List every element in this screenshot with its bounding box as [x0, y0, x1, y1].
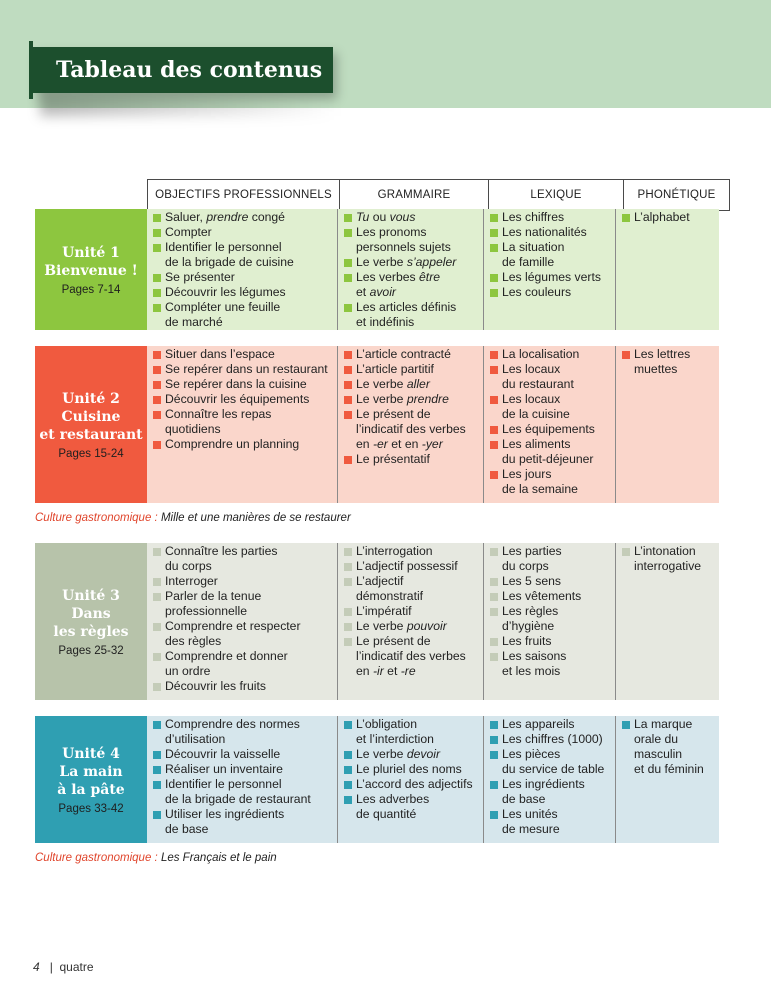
- list-item-continuation: orale du: [634, 732, 679, 746]
- grammaire-list: [337, 209, 483, 330]
- list-item-continuation: démonstratif: [356, 589, 424, 603]
- list-item-continuation: et indéfinis: [356, 315, 415, 329]
- list-item: Les fruits: [490, 634, 611, 649]
- unit-label: [35, 716, 147, 843]
- list-item: Les ingrédients: [490, 777, 611, 792]
- list-item-continuation: du service de table: [502, 762, 605, 776]
- list-item-continuation: du corps: [165, 559, 212, 573]
- list-item: Les appareils: [490, 717, 611, 732]
- objectifs-list: [147, 209, 337, 330]
- footer-separator: |: [49, 960, 53, 974]
- list-item: Comprendre et respecter: [153, 619, 333, 634]
- list-item: Les pronoms: [344, 225, 479, 240]
- page-footer: [33, 960, 94, 974]
- list-item: L’obligation: [344, 717, 479, 732]
- list-item-continuation: de la semaine: [502, 482, 578, 496]
- unit-title-line: Unité 4: [62, 745, 120, 762]
- unit-pages: Pages 33-42: [58, 802, 124, 815]
- lexique-list: [483, 543, 615, 700]
- list-item: Interroger: [153, 574, 333, 589]
- page-title: Tableau des contenus: [33, 47, 333, 93]
- unit-row-1: [35, 209, 719, 330]
- grammaire-list: [337, 543, 483, 700]
- list-item: Se repérer dans un restaurant: [153, 362, 333, 377]
- list-item: Les vêtements: [490, 589, 611, 604]
- list-item-continuation: l’indicatif des verbes: [356, 422, 466, 436]
- list-item: Réaliser un inventaire: [153, 762, 333, 777]
- list-item-continuation: masculin: [634, 747, 683, 761]
- list-item: Les parties: [490, 544, 611, 559]
- unit-label: [35, 209, 147, 330]
- phonetique-list: [615, 209, 719, 330]
- lexique-list: [483, 716, 615, 843]
- title-shadow: [40, 96, 340, 116]
- list-item: Compter: [153, 225, 333, 240]
- list-item: Le présent de: [344, 634, 479, 649]
- list-item: Découvrir les équipements: [153, 392, 333, 407]
- unit-label: [35, 543, 147, 700]
- grammaire-list: [337, 716, 483, 843]
- list-item-continuation: de la brigade de cuisine: [165, 255, 294, 269]
- list-item: Identifier le personnel: [153, 777, 333, 792]
- list-item-continuation: du restaurant: [502, 377, 574, 391]
- lexique-list: [483, 209, 615, 330]
- list-item-continuation: de base: [165, 822, 209, 836]
- list-item-continuation: et du féminin: [634, 762, 704, 776]
- unit-pages: Pages 7-14: [61, 283, 121, 296]
- unit-title-line: les règles: [53, 623, 129, 640]
- list-item: Le verbe aller: [344, 377, 479, 392]
- grammaire-list: [337, 346, 483, 503]
- unit-pages: Pages 15-24: [58, 447, 124, 460]
- list-item: Découvrir les fruits: [153, 679, 333, 694]
- list-item: L’alphabet: [622, 210, 715, 225]
- list-item: Les locaux: [490, 392, 611, 407]
- list-item-continuation: d’hygiène: [502, 619, 555, 633]
- list-item: Les chiffres: [490, 210, 611, 225]
- list-item: Comprendre et donner: [153, 649, 333, 664]
- list-item-continuation: professionnelle: [165, 604, 247, 618]
- unit-pages: Pages 25-32: [58, 644, 124, 657]
- list-item: Les règles: [490, 604, 611, 619]
- header-objectifs: OBJECTIFS PROFESSIONNELS: [148, 180, 340, 211]
- list-item: Parler de la tenue: [153, 589, 333, 604]
- list-item: Les couleurs: [490, 285, 611, 300]
- unit-row-2: [35, 346, 719, 503]
- list-item: Les chiffres (1000): [490, 732, 611, 747]
- list-item: La marque: [622, 717, 715, 732]
- list-item: L’article contracté: [344, 347, 479, 362]
- list-item: Les locaux: [490, 362, 611, 377]
- list-item: L’adjectif possessif: [344, 559, 479, 574]
- list-item-continuation: en -ir et -re: [356, 664, 416, 678]
- culture-label: Culture gastronomique :: [35, 852, 158, 864]
- list-item: Les articles définis: [344, 300, 479, 315]
- list-item: Les équipements: [490, 422, 611, 437]
- list-item: Le verbe prendre: [344, 392, 479, 407]
- unit-row-4: [35, 716, 719, 843]
- list-item: Le verbe devoir: [344, 747, 479, 762]
- header-lexique: LEXIQUE: [489, 180, 624, 211]
- list-item: Utiliser les ingrédients: [153, 807, 333, 822]
- list-item-continuation: quotidiens: [165, 422, 221, 436]
- list-item: Le verbe s’appeler: [344, 255, 479, 270]
- culture-text: Les Français et le pain: [160, 852, 277, 864]
- unit-title-line: La main: [59, 763, 123, 780]
- list-item: Découvrir les légumes: [153, 285, 333, 300]
- list-item: Saluer, prendre congé: [153, 210, 333, 225]
- list-item: Tu ou vous: [344, 210, 479, 225]
- list-item-continuation: et les mois: [502, 664, 561, 678]
- lexique-list: [483, 346, 615, 503]
- list-item-continuation: de la cuisine: [502, 407, 570, 421]
- page-word: quatre: [59, 960, 94, 974]
- culture-label: Culture gastronomique :: [35, 512, 158, 524]
- list-item: L’article partitif: [344, 362, 479, 377]
- list-item-continuation: interrogative: [634, 559, 702, 573]
- list-item: Les unités: [490, 807, 611, 822]
- list-item: Les pièces: [490, 747, 611, 762]
- objectifs-list: [147, 346, 337, 503]
- unit-title-line: Cuisine: [61, 408, 121, 425]
- unit-title-line: Unité 1: [62, 244, 120, 261]
- list-item: Découvrir la vaisselle: [153, 747, 333, 762]
- page-number: 4: [33, 960, 40, 974]
- list-item: Les aliments: [490, 437, 611, 452]
- list-item-continuation: un ordre: [165, 664, 211, 678]
- phonetique-list: [615, 716, 719, 843]
- list-item-continuation: de famille: [502, 255, 555, 269]
- list-item-continuation: d’utilisation: [165, 732, 226, 746]
- list-item: Se repérer dans la cuisine: [153, 377, 333, 392]
- objectifs-list: [147, 716, 337, 843]
- list-item: Se présenter: [153, 270, 333, 285]
- list-item: Connaître les repas: [153, 407, 333, 422]
- list-item: Comprendre un planning: [153, 437, 333, 452]
- list-item: Les adverbes: [344, 792, 479, 807]
- unit-title-line: Unité 3: [62, 587, 120, 604]
- list-item: Les 5 sens: [490, 574, 611, 589]
- list-item: L’impératif: [344, 604, 479, 619]
- list-item-continuation: de base: [502, 792, 546, 806]
- list-item: Situer dans l’espace: [153, 347, 333, 362]
- header-grammaire: GRAMMAIRE: [340, 180, 489, 211]
- list-item: Identifier le personnel: [153, 240, 333, 255]
- list-item: Compléter une feuille: [153, 300, 333, 315]
- list-item-continuation: des règles: [165, 634, 222, 648]
- list-item: La situation: [490, 240, 611, 255]
- list-item: Le pluriel des noms: [344, 762, 479, 777]
- list-item: Les saisons: [490, 649, 611, 664]
- unit-label: [35, 346, 147, 503]
- list-item: Le présentatif: [344, 452, 479, 467]
- phonetique-list: [615, 543, 719, 700]
- list-item-continuation: de quantité: [356, 807, 417, 821]
- list-item: Le verbe pouvoir: [344, 619, 479, 634]
- list-item: Le présent de: [344, 407, 479, 422]
- culture-text: Mille et une manières de se restaurer: [160, 512, 351, 524]
- unit-title-line: Unité 2: [62, 390, 120, 407]
- culture-note-1: [35, 512, 351, 524]
- list-item-continuation: et l’interdiction: [356, 732, 434, 746]
- column-headers: [147, 179, 730, 211]
- list-item-continuation: personnels sujets: [356, 240, 451, 254]
- list-item-continuation: de marché: [165, 315, 223, 329]
- list-item: Les jours: [490, 467, 611, 482]
- list-item-continuation: du petit-déjeuner: [502, 452, 594, 466]
- unit-title-line: Dans: [71, 605, 111, 622]
- list-item: Les nationalités: [490, 225, 611, 240]
- list-item-continuation: en -er et en -yer: [356, 437, 443, 451]
- list-item: Comprendre des normes: [153, 717, 333, 732]
- list-item-continuation: de mesure: [502, 822, 560, 836]
- list-item: L’interrogation: [344, 544, 479, 559]
- unit-title-line: Bienvenue !: [44, 262, 138, 279]
- list-item: L’intonation: [622, 544, 715, 559]
- list-item-continuation: muettes: [634, 362, 678, 376]
- list-item-continuation: de la brigade de restaurant: [165, 792, 311, 806]
- unit-row-3: [35, 543, 719, 700]
- list-item: L’adjectif: [344, 574, 479, 589]
- unit-title-line: et restaurant: [39, 426, 143, 443]
- unit-title-line: à la pâte: [57, 781, 125, 798]
- culture-note-2: [35, 852, 277, 864]
- objectifs-list: [147, 543, 337, 700]
- list-item: Les verbes être: [344, 270, 479, 285]
- list-item: Connaître les parties: [153, 544, 333, 559]
- list-item-continuation: et avoir: [356, 285, 396, 299]
- list-item: Les légumes verts: [490, 270, 611, 285]
- list-item-continuation: du corps: [502, 559, 549, 573]
- header-phonetique: PHONÉTIQUE: [624, 180, 730, 211]
- list-item-continuation: l’indicatif des verbes: [356, 649, 466, 663]
- list-item: Les lettres: [622, 347, 715, 362]
- list-item: La localisation: [490, 347, 611, 362]
- phonetique-list: [615, 346, 719, 503]
- list-item: L’accord des adjectifs: [344, 777, 479, 792]
